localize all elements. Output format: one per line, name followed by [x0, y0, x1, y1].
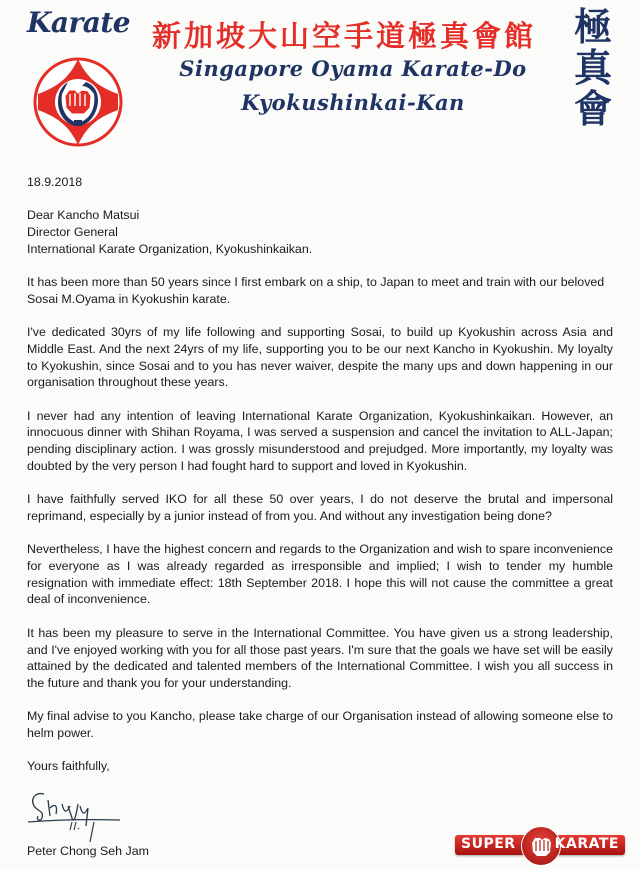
karate-wordmark: Karate	[27, 6, 131, 39]
paragraph-6: It has been my pleasure to serve in the International Committee. You have given us a strong leadership, and I've enjoyed working with you for all those past years. I'm sure that the goals we have set will be easily attained by the dedicated and talented members of the International Committee. I wish you all success in the future and thank you for your understanding.	[27, 625, 613, 690]
letter-date: 18.9.2018	[27, 175, 83, 189]
recipient-salutation: Dear Kancho Matsui	[27, 208, 140, 223]
paragraph-5: Nevertheless, I have the highest concern and regards to the Organization and wish to spare inconvenience for everyone as I was already regarded as irresponsible and implied; I wish to tender my humble resignation with immediate effect: 18th September 2018. I hope this will not cause the committee a great deal of inconvenience.	[27, 542, 613, 607]
recipient-title: Director General	[27, 225, 118, 240]
kanji-kyoku: 極	[573, 4, 612, 49]
paragraph-4: I have faithfully served IKO for all these 50 over years, I do not deserve the brutal and impersonal reprimand, especially by a junior instead of from you. And without any investigation being done?	[27, 492, 613, 523]
kanji-kai: 會	[573, 86, 612, 131]
kanji-shin: 真	[573, 45, 612, 90]
paragraph-3: I never had any intention of leaving International Karate Organization, Kyokushinkaikan. However, an innocuous dinner with Shihan Royama, I was served a suspension and cancel the invitation to ALL-Japan; pending disciplinary action. I was grossly misunderstood and prejudged. More importantly, my loyalty was doubted by the very person I had fought hard to support and loved in Kyokushin.	[27, 408, 613, 473]
letter-body	[27, 174, 613, 792]
signer-name: Peter Chong Seh Jam	[27, 844, 149, 858]
badge-text-right: KARATE	[554, 836, 619, 852]
badge-text-left: SUPER	[461, 836, 516, 852]
kyokushin-kanku-logo-icon	[32, 56, 124, 148]
paragraph-7: My final advise to you Kancho, please take charge of our Organisation instead of allowing someone else to helm power.	[27, 709, 613, 741]
paragraph-1: It has been more than 50 years since I first embark on a ship, to Japan to meet and train with our beloved Sosai M.Oyama in Kyokushin karate.	[27, 275, 605, 306]
closing: Yours faithfully,	[27, 759, 110, 774]
recipient-organization: International Karate Organization, Kyokushinkaikan.	[27, 241, 313, 256]
english-title-line1: Singapore Oyama Karate-Do	[179, 56, 527, 81]
paragraph-2: I've dedicated 30yrs of my life following and supporting Sosai, to build up Kyokushin across Asia and Middle East. And the next 24yrs of my life, supporting you to be our next Kancho in Kyokushin. My loyalty to Kyokushin, since Sosai and to you has never waiver, despite the many ups and down happening in our organisation throughout these years.	[27, 325, 613, 390]
super-karate-watermark	[455, 826, 625, 864]
signature-icon	[22, 786, 132, 846]
vertical-calligraphy	[568, 6, 618, 129]
recipient-block	[27, 207, 613, 257]
english-title-line2: Kyokushinkai-Kan	[241, 90, 465, 115]
chinese-title: 新加坡大山空手道極真會館	[152, 19, 537, 53]
